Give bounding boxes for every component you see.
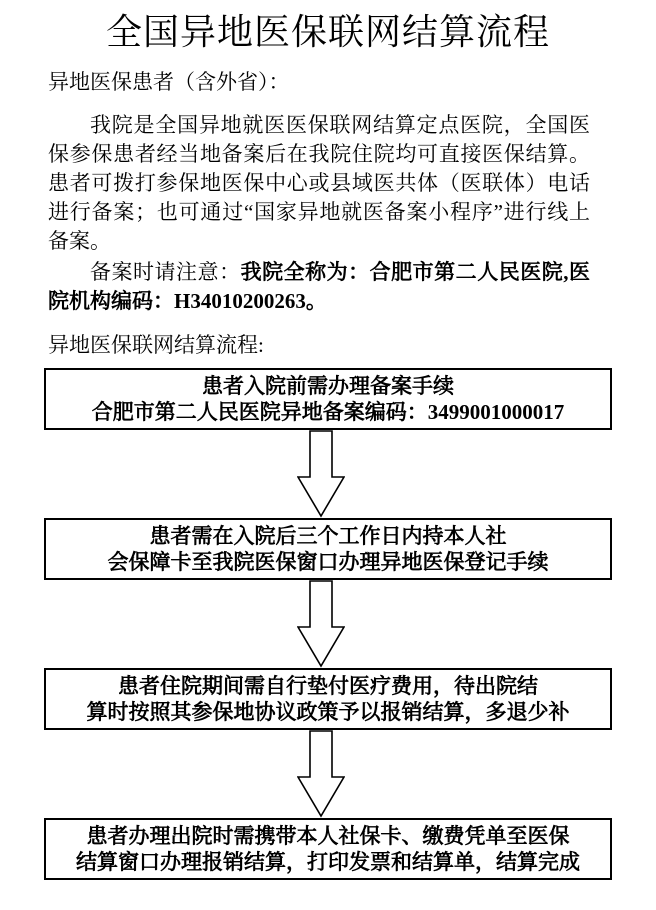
notice-prefix: 备案时请注意： xyxy=(90,260,241,284)
flow-step-3 xyxy=(44,668,612,730)
down-arrow-icon xyxy=(297,580,345,668)
notice-bold-text: 我院全称为：合肥市第二人民医院,医院机构编码：H34010200263。 xyxy=(48,260,591,313)
down-arrow-icon xyxy=(297,730,345,818)
down-arrow-icon xyxy=(297,430,345,518)
intro-paragraph: 我院是全国异地就医医保联网结算定点医院，全国医保参保患者经当地备案后在我院住院均可直接医保结算。患者可拨打参保地医保中心或县域医共体（医联体）电话进行备案；也可通过“国家异地就医备案小程序”进行线上备案。 xyxy=(48,113,590,253)
flowchart-label: 异地医保联网结算流程: xyxy=(48,333,264,357)
flow-connector-3 xyxy=(44,730,612,818)
flow-step-4-line-2: 结算窗口办理报销结算，打印发票和结算单，结算完成 xyxy=(76,850,580,874)
flow-step-2-line-1: 患者需在入院后三个工作日内持本人社 xyxy=(149,524,507,548)
flow-step-1-line-1: 患者入院前需办理备案手续 xyxy=(202,374,454,398)
flow-connector-2 xyxy=(44,580,612,668)
flow-step-1 xyxy=(44,368,612,430)
flow-step-3-line-2: 算时按照其参保地协议政策予以报销结算，多退少补 xyxy=(86,700,570,724)
salutation-line: 异地医保患者（含外省）： xyxy=(48,70,290,94)
notice-paragraph xyxy=(48,258,590,316)
page-title: 全国异地医保联网结算流程 xyxy=(105,12,550,52)
flow-step-1-line-2: 合肥市第二人民医院异地备案编码：3499001000017 xyxy=(91,400,565,424)
flowchart xyxy=(44,368,612,880)
flow-step-3-line-1: 患者住院期间需自行垫付医疗费用，待出院结 xyxy=(118,674,538,698)
flow-step-2 xyxy=(44,518,612,580)
flow-step-4 xyxy=(44,818,612,880)
flow-connector-1 xyxy=(44,430,612,518)
flow-step-4-line-1: 患者办理出院时需携带本人社保卡、缴费凭单至医保 xyxy=(86,824,570,848)
flow-step-2-line-2: 会保障卡至我院医保窗口办理异地医保登记手续 xyxy=(107,550,549,574)
